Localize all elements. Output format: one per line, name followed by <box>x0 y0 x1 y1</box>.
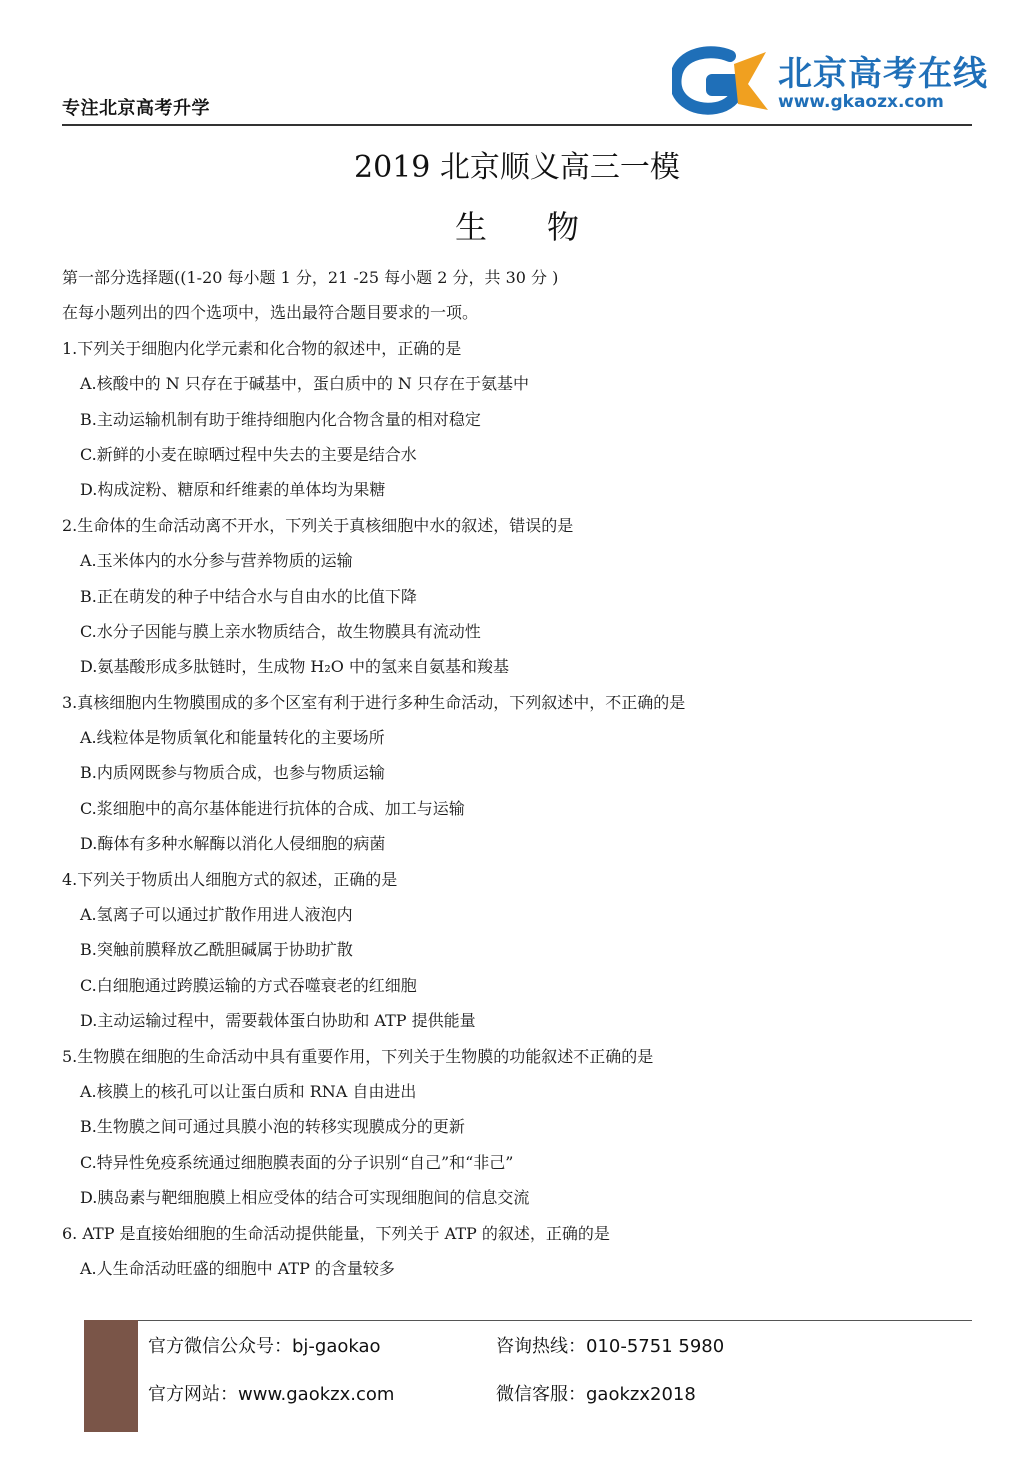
page-footer <box>84 1320 972 1432</box>
answer-option: B.突触前膜释放乙酰胆碱属于协助扩散 <box>80 940 353 960</box>
footer-divider <box>84 1320 972 1321</box>
answer-option: A.核酸中的 N 只存在于碱基中，蛋白质中的 N 只存在于氨基中 <box>80 374 529 394</box>
footer-wechat-account: 官方微信公众号：bj-gaokao <box>148 1336 381 1357</box>
question-stem: 4.下列关于物质出人细胞方式的叙述，正确的是 <box>62 869 398 889</box>
answer-option: B.主动运输机制有助于维持细胞内化合物含量的相对稳定 <box>80 409 481 429</box>
logo-brand-name: 北京高考在线 <box>778 54 988 94</box>
question-stem: 2.生命体的生命活动离不开水，下列关于真核细胞中水的叙述，错误的是 <box>62 515 574 535</box>
header-divider <box>62 124 972 126</box>
footer-accent-bar <box>84 1320 138 1432</box>
logo-gk-icon <box>672 46 772 118</box>
answer-option: A.氢离子可以通过扩散作用进人液泡内 <box>80 905 353 925</box>
instruction-text: 第一部分选择题((1-20 每小题 1 分，21 -25 每小题 2 分，共 30 分 ) <box>62 268 559 287</box>
answer-option: D.氨基酸形成多肽链时，生成物 H₂O 中的氢来自氨基和羧基 <box>80 657 510 677</box>
instruction-text: 在每小题列出的四个选项中，选出最符合题目要求的一项。 <box>62 303 479 323</box>
answer-option: D.酶体有多种水解酶以消化人侵细胞的病菌 <box>80 834 386 854</box>
header-tagline: 专注北京高考升学 <box>62 98 210 119</box>
answer-option: B.正在萌发的种子中结合水与自由水的比值下降 <box>80 586 417 606</box>
question-stem: 3.真核细胞内生物膜围成的多个区室有利于进行多种生命活动，下列叙述中，不正确的是 <box>62 692 686 712</box>
answer-option: B.内质网既参与物质合成，也参与物质运输 <box>80 763 385 783</box>
answer-option: B.生物膜之间可通过具膜小泡的转移实现膜成分的更新 <box>80 1117 465 1137</box>
question-stem: 6. ATP 是直接始细胞的生命活动提供能量，下列关于 ATP 的叙述，正确的是 <box>62 1223 610 1243</box>
answer-option: C.浆细胞中的高尔基体能进行抗体的合成、加工与运输 <box>80 798 465 818</box>
answer-option: C.白细胞通过跨膜运输的方式吞噬衰老的红细胞 <box>80 975 417 995</box>
brand-logo <box>672 46 988 118</box>
answer-option: A.人生命活动旺盛的细胞中 ATP 的含量较多 <box>80 1258 395 1278</box>
answer-option: A.核膜上的核孔可以让蛋白质和 RNA 自由进出 <box>80 1081 417 1101</box>
answer-option: D.胰岛素与靶细胞膜上相应受体的结合可实现细胞间的信息交流 <box>80 1188 530 1208</box>
answer-option: A.玉米体内的水分参与营养物质的运输 <box>80 551 353 571</box>
footer-website: 官方网站：www.gaokzx.com <box>148 1384 395 1405</box>
question-content <box>62 260 982 1286</box>
page-header <box>62 40 988 126</box>
question-stem: 5.生物膜在细胞的生命活动中具有重要作用，下列关于生物膜的功能叙述不正确的是 <box>62 1046 654 1066</box>
footer-hotline: 咨询热线：010-5751 5980 <box>496 1336 725 1357</box>
answer-option: C.特异性免疫系统通过细胞膜表面的分子识别“自己”和“非己” <box>80 1152 514 1172</box>
subject-title: 生物 <box>454 208 639 246</box>
answer-option: C.水分子因能与膜上亲水物质结合，故生物膜具有流动性 <box>80 621 481 641</box>
exam-title: 2019 北京顺义高三一模 <box>354 150 680 185</box>
logo-url: www.gkaozx.com <box>778 92 944 112</box>
question-stem: 1.下列关于细胞内化学元素和化合物的叙述中，正确的是 <box>62 338 462 358</box>
footer-wechat-service: 微信客服：gaokzx2018 <box>496 1384 696 1405</box>
answer-option: C.新鲜的小麦在晾晒过程中失去的主要是结合水 <box>80 444 417 464</box>
answer-option: D.主动运输过程中，需要载体蛋白协助和 ATP 提供能量 <box>80 1011 476 1031</box>
answer-option: D.构成淀粉、糖原和纤维素的单体均为果糖 <box>80 480 386 500</box>
answer-option: A.线粒体是物质氧化和能量转化的主要场所 <box>80 728 385 748</box>
